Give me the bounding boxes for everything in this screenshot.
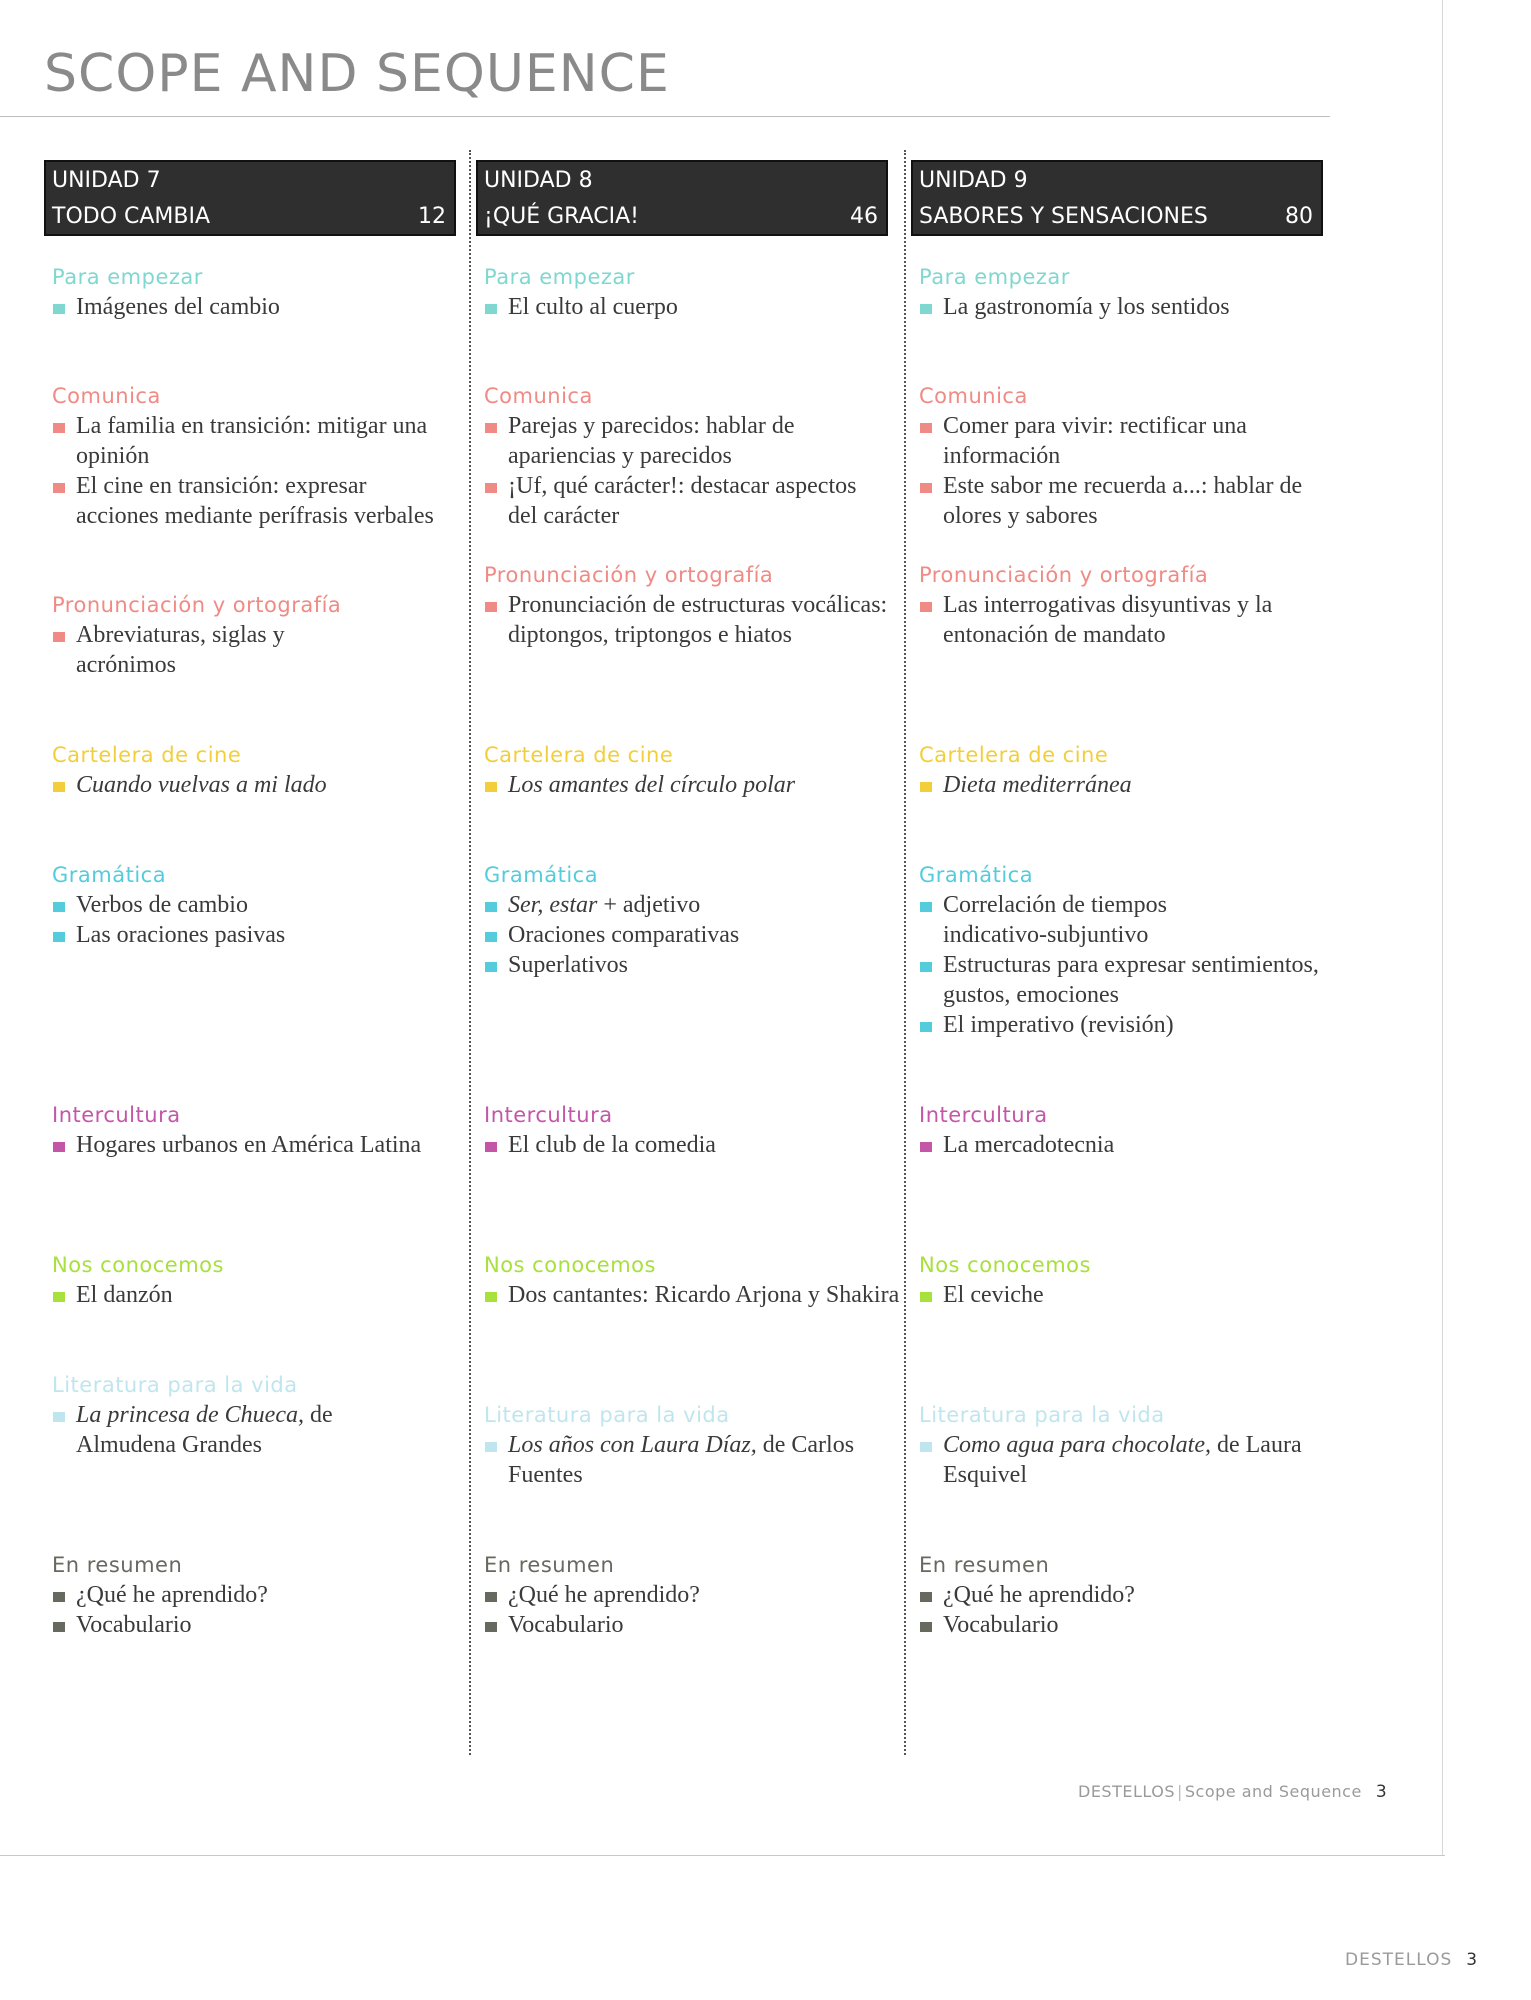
section-gramatica: [919, 860, 1339, 1040]
list-item: ¿Qué he aprendido?: [52, 1580, 472, 1610]
list-item: Pronunciación de estructuras vocálicas: diptongos, triptongos e hiatos: [484, 590, 898, 650]
unit-header: [476, 160, 888, 236]
section-label: Intercultura: [484, 1103, 613, 1127]
section-para-empezar: [52, 262, 472, 322]
list-item: Imágenes del cambio: [52, 292, 472, 322]
section-label: Gramática: [919, 863, 1034, 887]
section-label: Gramática: [52, 863, 167, 887]
page-edge-line: [1442, 0, 1443, 1855]
section-en-resumen: [484, 1550, 904, 1640]
bullet-icon: [485, 1442, 497, 1452]
section-label: Comunica: [919, 384, 1028, 408]
list-item: La princesa de Chueca, de Almudena Grandes: [52, 1400, 436, 1460]
section-label: Pronunciación y ortografía: [484, 563, 774, 587]
list-item: Ser, estar + adjetivo: [484, 890, 904, 920]
section-label: Para empezar: [484, 265, 635, 289]
bullet-icon: [920, 483, 932, 493]
section-label: Cartelera de cine: [52, 743, 242, 767]
bullet-icon: [53, 483, 65, 493]
page-footer: [1078, 1782, 1387, 1802]
section-label: Para empezar: [919, 265, 1070, 289]
footer-section: Scope and Sequence: [1184, 1782, 1362, 1801]
list-item: El danzón: [52, 1280, 472, 1310]
unit-number: UNIDAD 8: [484, 168, 593, 193]
section-cartelera: [919, 740, 1339, 800]
list-item: ¿Qué he aprendido?: [484, 1580, 904, 1610]
list-item: Verbos de cambio: [52, 890, 472, 920]
bullet-icon: [920, 782, 932, 792]
section-comunica: [919, 381, 1339, 531]
page-title: SCOPE AND SEQUENCE: [44, 44, 670, 104]
bullet-icon: [53, 1292, 65, 1302]
section-label: En resumen: [52, 1553, 183, 1577]
section-label: Comunica: [484, 384, 593, 408]
bullet-icon: [920, 304, 932, 314]
bullet-icon: [920, 1142, 932, 1152]
unit-column-7: [44, 160, 474, 1760]
section-label: Para empezar: [52, 265, 203, 289]
list-item: La gastronomía y los sentidos: [919, 292, 1339, 322]
unit-name: TODO CAMBIA: [52, 204, 211, 229]
footer-separator: |: [1176, 1782, 1183, 1801]
section-pronunciacion: [52, 590, 472, 680]
bullet-icon: [920, 902, 932, 912]
bullet-icon: [53, 902, 65, 912]
section-intercultura: [919, 1100, 1339, 1160]
unit-page-number: 12: [418, 204, 446, 229]
title-divider: [0, 116, 1330, 117]
unit-name: ¡QUÉ GRACIA!: [484, 204, 639, 229]
bullet-icon: [920, 423, 932, 433]
list-item: La mercadotecnia: [919, 1130, 1339, 1160]
list-item: El club de la comedia: [484, 1130, 904, 1160]
list-item: Hogares urbanos en América Latina: [52, 1130, 446, 1160]
section-comunica: [484, 381, 904, 531]
unit-column-8: [476, 160, 906, 1760]
bullet-icon: [53, 1142, 65, 1152]
bullet-icon: [485, 902, 497, 912]
bullet-icon: [485, 602, 497, 612]
unit-page-number: 46: [850, 204, 878, 229]
section-en-resumen: [919, 1550, 1339, 1640]
section-label: Cartelera de cine: [919, 743, 1109, 767]
list-item: Los años con Laura Díaz, de Carlos Fuentes: [484, 1430, 888, 1490]
section-label: Nos conocemos: [484, 1253, 656, 1277]
bullet-icon: [920, 1622, 932, 1632]
list-item: Superlativos: [484, 950, 904, 980]
bullet-icon: [53, 932, 65, 942]
unit-header: [911, 160, 1323, 236]
list-item: Los amantes del círculo polar: [484, 770, 904, 800]
bullet-icon: [485, 782, 497, 792]
list-item: ¡Uf, qué carácter!: destacar aspectos del carácter: [484, 471, 888, 531]
list-item: Comer para vivir: rectificar una información: [919, 411, 1343, 471]
section-nos-conocemos: [52, 1250, 472, 1310]
bullet-icon: [920, 1442, 932, 1452]
section-comunica: [52, 381, 472, 531]
list-item: Oraciones comparativas: [484, 920, 904, 950]
list-item: Este sabor me recuerda a...: hablar de olores y sabores: [919, 471, 1323, 531]
list-item: El ceviche: [919, 1280, 1339, 1310]
list-item: ¿Qué he aprendido?: [919, 1580, 1339, 1610]
bullet-icon: [53, 423, 65, 433]
bullet-icon: [920, 1022, 932, 1032]
list-item: Estructuras para expresar sentimientos, gustos, emociones: [919, 950, 1353, 1010]
list-item: El imperativo (revisión): [919, 1010, 1339, 1040]
list-item: La familia en transición: mitigar una opinión: [52, 411, 446, 471]
section-pronunciacion: [919, 560, 1339, 650]
bottom-footer: [1345, 1950, 1478, 1970]
bullet-icon: [920, 1292, 932, 1302]
bullet-icon: [485, 423, 497, 433]
list-item: Las oraciones pasivas: [52, 920, 472, 950]
section-cartelera: [484, 740, 904, 800]
list-item: Como agua para chocolate, de Laura Esquivel: [919, 1430, 1323, 1490]
bullet-icon: [485, 962, 497, 972]
footer-page-number: 3: [1375, 1782, 1388, 1802]
list-item: Dos cantantes: Ricardo Arjona y Shakira: [484, 1280, 908, 1310]
footer-brand: DESTELLOS: [1078, 1782, 1175, 1801]
bullet-icon: [53, 1592, 65, 1602]
unit-number: UNIDAD 9: [919, 168, 1028, 193]
bullet-icon: [53, 304, 65, 314]
bottom-footer-brand: DESTELLOS: [1345, 1950, 1453, 1970]
unit-page-number: 80: [1285, 204, 1313, 229]
bullet-icon: [485, 1622, 497, 1632]
section-label: En resumen: [919, 1553, 1050, 1577]
section-nos-conocemos: [919, 1250, 1339, 1310]
section-gramatica: [52, 860, 472, 950]
bullet-icon: [53, 1412, 65, 1422]
bullet-icon: [485, 932, 497, 942]
section-en-resumen: [52, 1550, 472, 1640]
bullet-icon: [485, 1142, 497, 1152]
bullet-icon: [485, 1292, 497, 1302]
list-item: Correlación de tiempos indicativo-subjuntivo: [919, 890, 1273, 950]
section-label: Literatura para la vida: [52, 1373, 298, 1397]
section-label: Pronunciación y ortografía: [919, 563, 1209, 587]
bullet-icon: [920, 962, 932, 972]
section-label: Nos conocemos: [52, 1253, 224, 1277]
section-literatura: [52, 1370, 472, 1460]
section-label: Literatura para la vida: [484, 1403, 730, 1427]
unit-column-9: [911, 160, 1341, 1760]
list-item: Cuando vuelvas a mi lado: [52, 770, 472, 800]
section-intercultura: [52, 1100, 472, 1160]
list-item: Parejas y parecidos: hablar de apariencias y parecidos: [484, 411, 888, 471]
list-item: Vocabulario: [52, 1610, 472, 1640]
list-item: Abreviaturas, siglas y acrónimos: [52, 620, 366, 680]
list-item: Vocabulario: [484, 1610, 904, 1640]
bullet-icon: [485, 1592, 497, 1602]
section-literatura: [919, 1400, 1339, 1490]
bullet-icon: [53, 1622, 65, 1632]
list-item: El cine en transición: expresar acciones mediante perífrasis verbales: [52, 471, 446, 531]
section-cartelera: [52, 740, 472, 800]
section-label: Literatura para la vida: [919, 1403, 1165, 1427]
list-item: Las interrogativas disyuntivas y la entonación de mandato: [919, 590, 1353, 650]
bullet-icon: [485, 483, 497, 493]
bullet-icon: [53, 782, 65, 792]
section-literatura: [484, 1400, 904, 1490]
section-label: Cartelera de cine: [484, 743, 674, 767]
section-label: Comunica: [52, 384, 161, 408]
bullet-icon: [485, 304, 497, 314]
section-gramatica: [484, 860, 904, 980]
section-para-empezar: [484, 262, 904, 322]
section-label: En resumen: [484, 1553, 615, 1577]
list-item: Vocabulario: [919, 1610, 1339, 1640]
list-item: El culto al cuerpo: [484, 292, 904, 322]
section-label: Intercultura: [919, 1103, 1048, 1127]
bullet-icon: [920, 1592, 932, 1602]
section-intercultura: [484, 1100, 904, 1160]
bullet-icon: [53, 632, 65, 642]
page-bottom-line: [0, 1855, 1445, 1856]
bottom-footer-page-number: 3: [1466, 1950, 1479, 1970]
section-label: Intercultura: [52, 1103, 181, 1127]
section-pronunciacion: [484, 560, 904, 650]
section-nos-conocemos: [484, 1250, 904, 1310]
unit-number: UNIDAD 7: [52, 168, 161, 193]
section-label: Pronunciación y ortografía: [52, 593, 342, 617]
unit-header: [44, 160, 456, 236]
list-item: Dieta mediterránea: [919, 770, 1339, 800]
section-para-empezar: [919, 262, 1339, 322]
section-label: Gramática: [484, 863, 599, 887]
section-label: Nos conocemos: [919, 1253, 1091, 1277]
bullet-icon: [920, 602, 932, 612]
unit-name: SABORES Y SENSACIONES: [919, 204, 1208, 229]
